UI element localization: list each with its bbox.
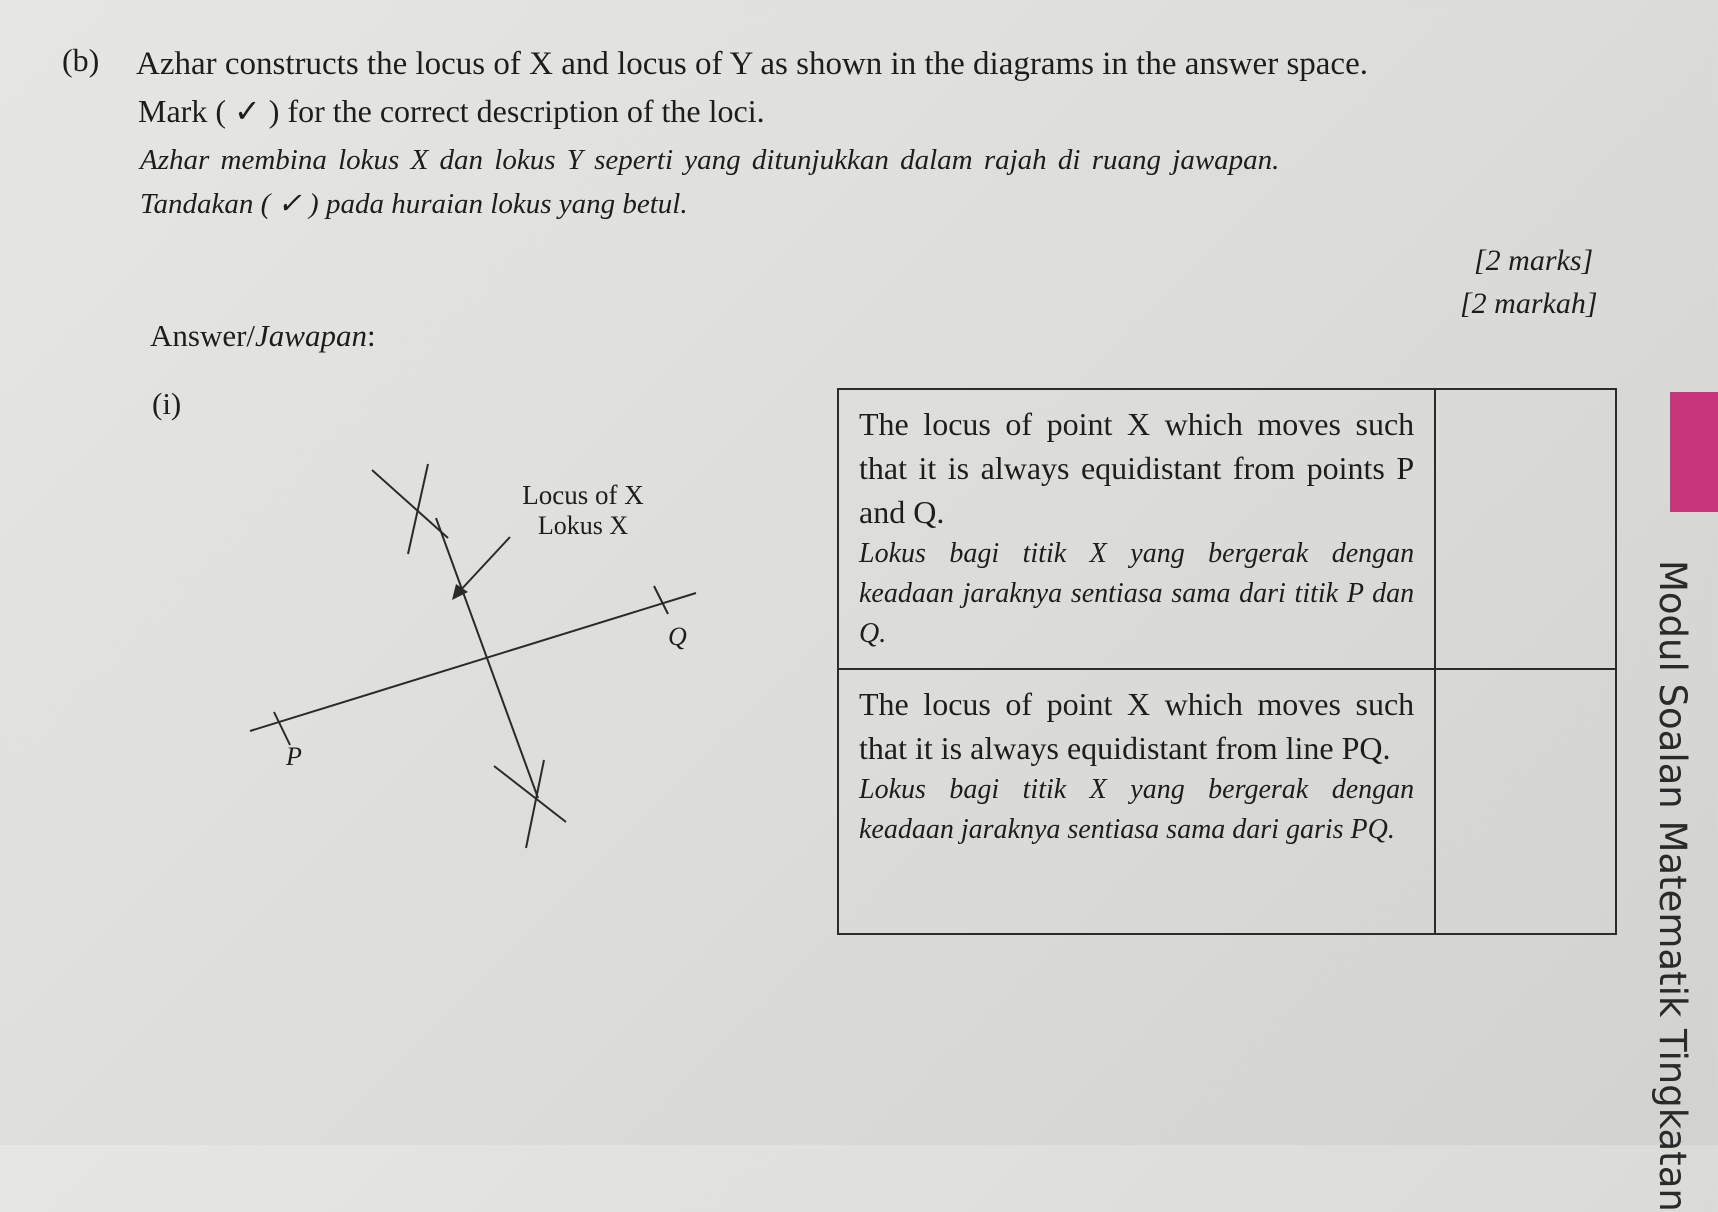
label-arrow [458, 537, 510, 593]
option-1-tick-box[interactable] [1435, 389, 1616, 669]
point-p-label: P [286, 742, 302, 771]
sidebar-tab [1670, 392, 1718, 512]
question-text-ms-2: Tandakan ( ✓ ) pada huraian lokus yang betul. [140, 188, 688, 220]
point-q-label: Q [668, 622, 687, 651]
locus-label-en: Locus of X [522, 480, 644, 510]
sidebar-title: Modul Soalan Matematik Tingkatan [1651, 560, 1694, 1212]
locus-diagram [0, 0, 760, 900]
arc-top-2 [408, 464, 428, 554]
marks-en: [2 marks] [1474, 244, 1594, 277]
tick-p [274, 712, 290, 745]
question-text-en-1: Azhar constructs the locus of X and locus of Y as shown in the diagrams in the answer space. [136, 46, 1368, 82]
option-2-text-ms: Lokus bagi titik X yang bergerak dengan keadaan jaraknya sentiasa sama dari garis PQ. [859, 774, 1415, 845]
answer-label-en: Answer/ [150, 318, 256, 353]
tick-q [654, 586, 668, 614]
option-2-tick-box[interactable] [1435, 669, 1616, 934]
option-row-1 [838, 389, 1616, 669]
option-1-text-ms: Lokus bagi titik X yang bergerak dengan keadaan jaraknya sentiasa sama dari titik P dan Q. [859, 538, 1415, 649]
option-1-description [838, 389, 1435, 669]
answer-table [837, 388, 1617, 935]
answer-label-colon: : [366, 318, 376, 353]
question-label: (b) [62, 42, 100, 78]
option-2-text-en: The locus of point X which moves such that it is always equidistant from line PQ. [859, 686, 1415, 766]
answer-label-ms: Jawapan [255, 318, 367, 353]
arc-top-1 [372, 470, 448, 538]
part-label: (i) [152, 386, 182, 421]
option-2-description [838, 669, 1435, 934]
question-text-en-2: Mark ( ✓ ) for the correct description of the loci. [138, 93, 765, 129]
marks-ms: [2 markah] [1460, 287, 1598, 320]
option-1-text-en: The locus of point X which moves such that it is always equidistant from points P and Q. [859, 406, 1415, 530]
option-row-2 [838, 669, 1616, 934]
question-text-ms-1: Azhar membina lokus X dan lokus Y seperti yang ditunjukkan dalam rajah di ruang jawapan. [140, 144, 1280, 176]
locus-label-ms: Lokus X [537, 511, 629, 540]
line-pq [250, 593, 696, 731]
locus-x-line [436, 518, 538, 798]
